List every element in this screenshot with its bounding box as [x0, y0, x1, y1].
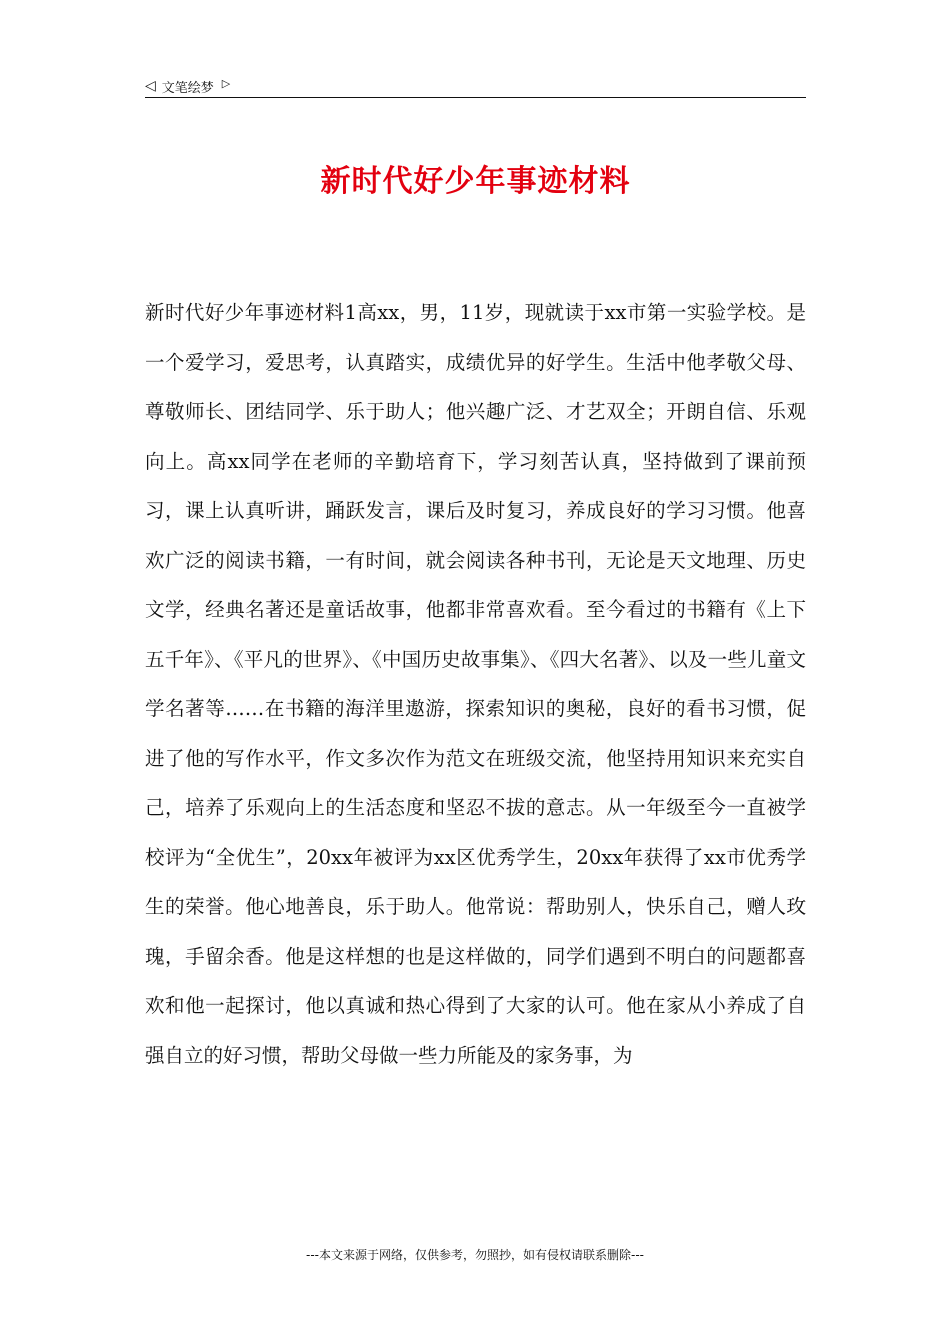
triangle-right-icon: ▷	[221, 76, 231, 90]
triangle-left-icon: ◁	[145, 78, 156, 94]
footer-notice: ---本文来源于网络，仅供参考，勿照抄，如有侵权请联系删除---	[306, 1248, 644, 1262]
document-title: 新时代好少年事迹材料	[320, 164, 631, 199]
page-header	[145, 74, 806, 98]
header-divider	[145, 97, 806, 98]
document-body: 新时代好少年事迹材料1高xx，男，11岁，现就读于xx市第一实验学校。是一个爱学习，爱思考，认真踏实，成绩优异的好学生。生活中他孝敬父母、尊敬师长、团结同学、乐于助人；他兴趣广泛、才艺双全；开朗自信、乐观向上。高xx同学在老师的辛勤培育下，学习刻苦认真，坚持做到了课前预习，课上认真听讲，踊跃发言，课后及时复习，养成良好的学习习惯。他喜欢广泛的阅读书籍，一有时间，就会阅读各种书刊，无论是天文地理、历史文学，经典名著还是童话故事，他都非常喜欢看。至今看过的书籍有《上下五千年》、《平凡的世界》、《中国历史故事集》、《四大名著》、以及一些儿童文学名著等……在书籍的海洋里遨游，探索知识的奥秘，良好的看书习惯，促进了他的写作水平，作文多次作为范文在班级交流，他坚持用知识来充实自己，培养了乐观向上的生活态度和坚忍不拔的意志。从一年级至今一直被学校评为“全优生”，20xx年被评为xx区优秀学生，20xx年获得了xx市优秀学生的荣誉。他心地善良，乐于助人。他常说：帮助别人，快乐自己，赠人玫瑰，手留余香。他是这样想的也是这样做的，同学们遇到不明白的问题都喜欢和他一起探讨，他以真诚和热心得到了大家的认可。他在家从小养成了自强自立的好习惯，帮助父母做一些力所能及的家务事，为	[145, 301, 806, 1067]
header-brand: 文笔绘梦	[161, 80, 214, 96]
